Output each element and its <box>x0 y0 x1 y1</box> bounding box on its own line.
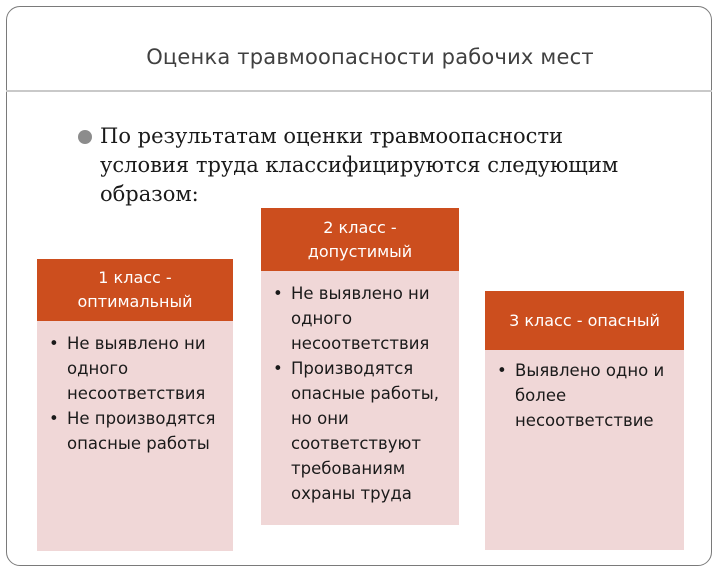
list-item <box>269 356 451 506</box>
item-line: одного <box>67 359 129 378</box>
item-line: несоответствия <box>291 334 430 353</box>
intro-line: условия труда классифицируются следующим <box>100 153 619 177</box>
list-item <box>45 406 225 456</box>
item-line: • Не выявлено ни <box>67 334 206 353</box>
item-line: • Не производятся <box>67 409 216 428</box>
item-line: одного <box>291 309 353 328</box>
item-line: несоответствия <box>67 384 206 403</box>
class-header-line: оптимальный <box>77 292 193 311</box>
intro-line: образом: <box>100 182 199 206</box>
slide-title: Оценка травмоопасности рабочих мест <box>146 45 594 69</box>
class-header-line: 2 класс - <box>323 217 397 237</box>
class-3-header <box>485 291 684 350</box>
item-line: но они <box>291 409 349 428</box>
item-line: • Производятся <box>291 359 414 378</box>
item-line: несоответствие <box>515 411 654 430</box>
list-item <box>269 281 451 356</box>
class-header-line: допустимый <box>307 241 413 261</box>
list-item <box>45 331 225 406</box>
class-3-body <box>485 350 684 550</box>
item-line: • Выявлено одно и <box>515 361 665 380</box>
class-3-card <box>485 291 684 550</box>
intro-line: По результатам оценки травмоопасности <box>100 124 564 148</box>
class-1-body <box>37 321 233 551</box>
item-line: охраны труда <box>291 484 412 503</box>
class-2-card <box>261 208 459 525</box>
class-2-body <box>261 271 459 525</box>
class-2-header <box>261 208 459 271</box>
item-line: опасные работы <box>67 434 210 453</box>
class-header-line: 1 класс - <box>98 268 172 287</box>
class-1-card <box>37 259 233 551</box>
title-divider <box>6 90 712 92</box>
item-line: соответствуют <box>291 434 422 453</box>
intro-paragraph <box>78 122 678 209</box>
item-line: более <box>515 386 567 405</box>
item-line: требованиям <box>291 459 406 478</box>
item-line: • Не выявлено ни <box>291 284 430 303</box>
list-item <box>493 358 678 433</box>
class-1-header <box>37 259 233 321</box>
class-header-line: 3 класс - опасный <box>509 310 660 330</box>
item-line: опасные работы, <box>291 384 440 403</box>
